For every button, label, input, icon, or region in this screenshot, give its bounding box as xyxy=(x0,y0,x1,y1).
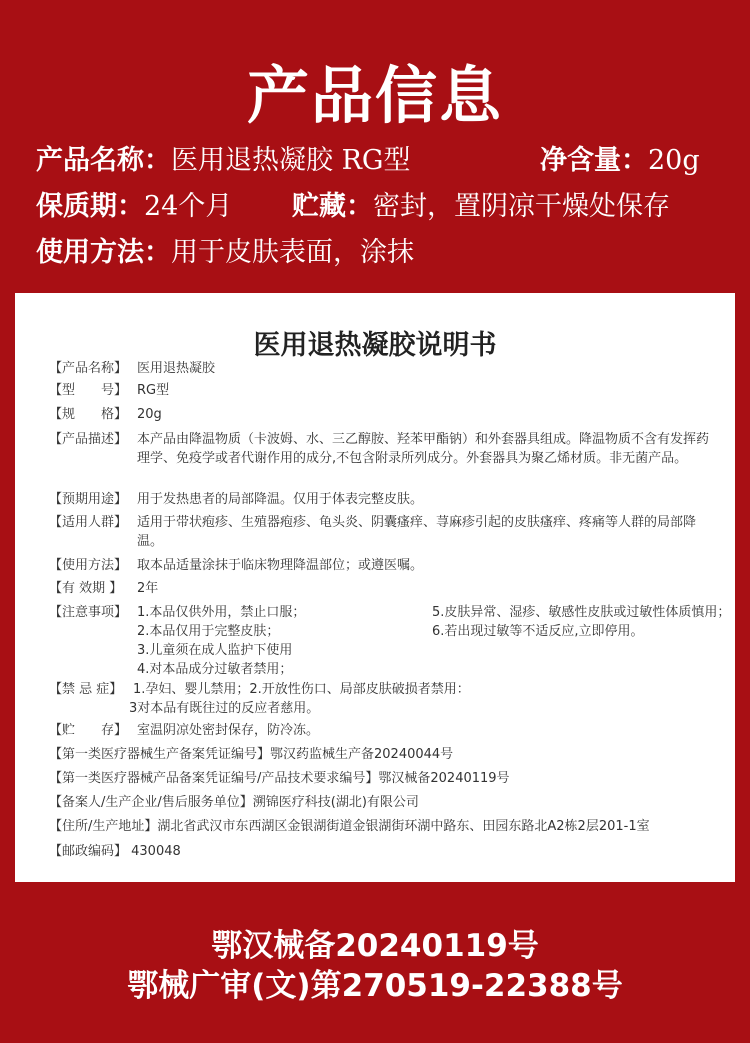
name-key: 【产品名称】 xyxy=(49,361,128,376)
usage-label: 使用方法： xyxy=(36,237,171,268)
storage-key: 【贮 存】 xyxy=(49,723,128,738)
production-record-number: 【第一类医疗器械生产备案凭证编号】鄂汉药监械生产备20240044号 xyxy=(49,747,454,762)
manual-row-crowd xyxy=(49,513,717,551)
note-4: 4.对本品成分过敏者禁用； xyxy=(137,662,293,677)
crowd-key: 【适用人群】 xyxy=(49,515,128,530)
manual-card xyxy=(15,293,735,882)
storage-row xyxy=(292,184,670,223)
storage-value: 密封，置阴凉干燥处保存 xyxy=(373,191,670,222)
usage-value: 用于皮肤表面，涂抹 xyxy=(171,237,414,268)
manual-row-name xyxy=(49,359,717,378)
manual-row-contraindications xyxy=(49,680,717,718)
manual-title: 医用退热凝胶说明书 xyxy=(253,330,497,361)
product-record-number: 【第一类医疗器械产品备案凭证编号/产品技术要求编号】鄂汉械备20240119号 xyxy=(49,771,510,786)
spec-key: 【规 格】 xyxy=(49,407,128,422)
manual-row-method xyxy=(49,556,717,575)
usage-row xyxy=(36,230,414,269)
name-value: 医用退热凝胶 xyxy=(137,361,216,376)
manual-row-validity xyxy=(49,579,717,598)
method-value: 取本品适量涂抹于临床物理降温部位；或遵医嘱。 xyxy=(137,558,424,573)
net-content-value: 20g xyxy=(648,145,700,176)
net-content-row xyxy=(540,138,700,177)
manual-row-postal xyxy=(49,842,717,861)
notes-list xyxy=(137,603,731,679)
note-2: 2.本品仅用于完整皮肤； xyxy=(137,624,280,639)
manual-row-address xyxy=(49,817,717,836)
spec-value: 20g xyxy=(137,407,162,422)
validity-value: 2年 xyxy=(137,581,159,596)
crowd-value: 适用于带状疱疹、生殖器疱疹、龟头炎、阴囊瘙痒、荨麻疹引起的皮肤瘙痒、疼痛等人群的局部降温。 xyxy=(137,515,697,549)
method-key: 【使用方法】 xyxy=(49,558,128,573)
description-value: 本产品由降温物质（卡波姆、水、三乙醇胺、羟苯甲酯钠）和外套器具组成。降温物质不含有发挥药理学、免疫学或者代谢作用的成分,不包含附录所列成分。外套器具为聚乙烯材质。非无菌产品。 xyxy=(137,432,710,466)
description-key: 【产品描述】 xyxy=(49,432,128,447)
shelf-life-value: 24个月 xyxy=(144,191,233,222)
shelf-life-label: 保质期： xyxy=(36,191,144,222)
note-6: 6.若出现过敏等不适反应,立即停用。 xyxy=(432,624,644,639)
note-5: 5.皮肤异常、湿疹、敏感性皮肤或过敏性体质慎用； xyxy=(432,605,731,620)
note-1: 1.本品仅供外用，禁止口服； xyxy=(137,605,306,620)
manual-row-record-1 xyxy=(49,745,717,764)
registrant-company: 【备案人/生产企业/售后服务单位】溯锦医疗科技(湖北)有限公司 xyxy=(49,795,419,810)
purpose-value: 用于发热患者的局部降温。仅用于体表完整皮肤。 xyxy=(137,492,424,507)
manual-row-notes xyxy=(49,603,731,679)
manual-row-record-3 xyxy=(49,793,717,812)
notes-key: 【注意事项】 xyxy=(49,605,128,620)
purpose-key: 【预期用途】 xyxy=(49,492,128,507)
manual-row-record-2 xyxy=(49,769,717,788)
manual-row-description xyxy=(49,430,717,468)
product-name-row xyxy=(36,138,410,177)
postal-code: 【邮政编码】 430048 xyxy=(49,844,181,859)
storage-value: 室温阴凉处密封保存，防冷冻。 xyxy=(137,723,320,738)
manual-row-storage xyxy=(49,721,717,740)
product-name-value: 医用退热凝胶 RG型 xyxy=(171,145,411,176)
contraindications-key: 【禁 忌 症】 xyxy=(49,682,123,697)
storage-label: 贮藏： xyxy=(292,191,373,222)
page-title: 产品信息 xyxy=(246,59,503,132)
model-key: 【型 号】 xyxy=(49,383,128,398)
contraindication-line-1: 1.孕妇、婴儿禁用；2.开放性伤口、局部皮肤破损者禁用： xyxy=(133,682,470,697)
footer-ad-approval: 鄂械广审(文)第270519-22388号 xyxy=(127,968,623,1004)
address: 【住所/生产地址】湖北省武汉市东西湖区金银湖街道金银湖街环湖中路东、田园东路北A2栋2层201-1室 xyxy=(49,819,650,834)
validity-key: 【有 效期 】 xyxy=(49,581,123,596)
contraindications-value xyxy=(129,680,717,718)
manual-row-purpose xyxy=(49,490,717,509)
shelf-life-row xyxy=(36,184,232,223)
manual-row-model xyxy=(49,381,717,400)
manual-row-spec xyxy=(49,405,717,424)
contraindication-line-2: 3对本品有既往过的反应者慈用。 xyxy=(129,701,320,716)
net-content-label: 净含量： xyxy=(540,145,648,176)
footer-record-number: 鄂汉械备20240119号 xyxy=(211,928,539,964)
note-3: 3.儿童须在成人监护下使用 xyxy=(137,643,293,658)
model-value: RG型 xyxy=(137,383,170,398)
product-name-label: 产品名称： xyxy=(36,145,171,176)
